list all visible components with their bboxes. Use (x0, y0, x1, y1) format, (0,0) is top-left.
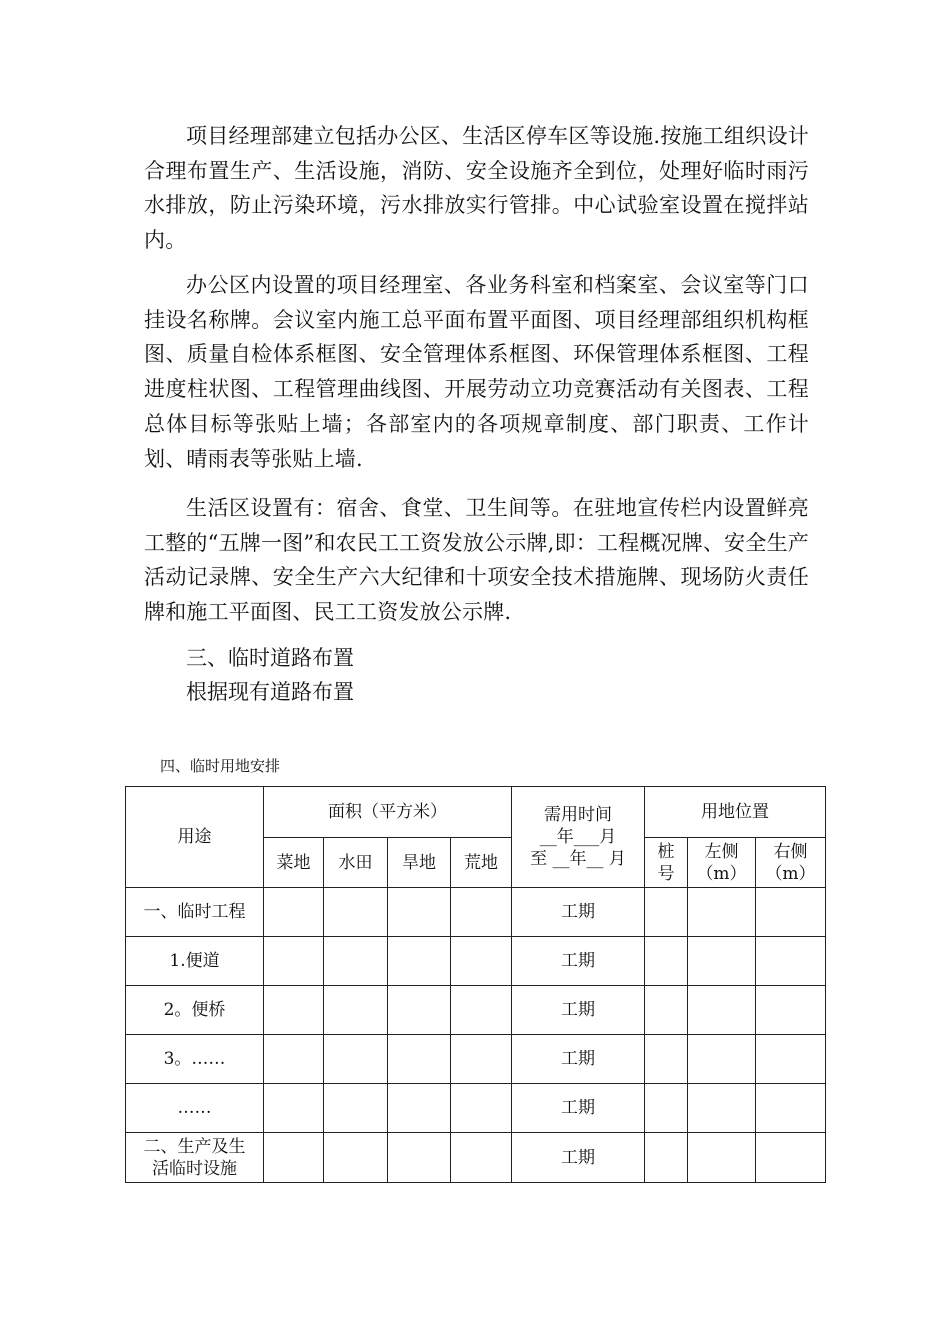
cell-empty (756, 1084, 826, 1133)
cell-empty (324, 937, 388, 986)
paragraph-office-facilities: 项目经理部建立包括办公区、生活区停车区等设施.按施工组织设计合理布置生产、生活设施，消防、安全设施齐全到位，处理好临时雨污水排放，防止污染环境，污水排放实行管排。中心试验室设置在搅拌站内。 (144, 124, 809, 253)
header-right-side (756, 838, 826, 888)
header-time-line1: 需用时间 (544, 805, 612, 825)
header-time-line3: 至 __年__ 月 (530, 849, 626, 869)
row-purpose: 3。…… (126, 1035, 264, 1084)
cell-empty (451, 1035, 512, 1084)
header-time (512, 787, 645, 888)
header-time-line2: __年___月 (539, 827, 617, 847)
temporary-land-table (125, 786, 826, 1183)
cell-empty (451, 986, 512, 1035)
cell-empty (324, 986, 388, 1035)
header-dry-land: 旱地 (388, 838, 451, 888)
table-row (126, 986, 826, 1035)
cell-empty (688, 1133, 756, 1183)
row-time: 工期 (512, 888, 645, 937)
header-right-line2: （m） (765, 863, 816, 884)
cell-empty (388, 937, 451, 986)
table-caption: 四、临时用地安排 (160, 757, 281, 775)
row-time: 工期 (512, 937, 645, 986)
cell-empty (264, 1035, 324, 1084)
header-waste-land: 荒地 (451, 838, 512, 888)
header-purpose: 用途 (126, 787, 264, 888)
header-location: 用地位置 (645, 787, 826, 838)
cell-empty (451, 888, 512, 937)
cell-empty (324, 1084, 388, 1133)
header-stake-line2: 号 (657, 863, 675, 884)
cell-empty (451, 1133, 512, 1183)
cell-empty (388, 1133, 451, 1183)
cell-empty (756, 1133, 826, 1183)
row-time: 工期 (512, 1133, 645, 1183)
cell-empty (688, 986, 756, 1035)
cell-empty (756, 888, 826, 937)
cell-empty (324, 1035, 388, 1084)
cell-empty (324, 888, 388, 937)
table-row (126, 1133, 826, 1183)
cell-empty (264, 1133, 324, 1183)
row-purpose: 2。便桥 (126, 986, 264, 1035)
row-time: 工期 (512, 986, 645, 1035)
header-vegetable-land: 菜地 (264, 838, 324, 888)
cell-empty (645, 1035, 688, 1084)
row-purpose-line1: 二、生产及生 (143, 1136, 246, 1157)
header-left-line1: 左侧 (704, 841, 739, 862)
paragraph-office-signage: 办公区内设置的项目经理室、各业务科室和档案室、会议室等门口挂设名称牌。会议室内施工总平面布置平面图、项目经理部组织机构框图、质量自检体系框图、安全管理体系框图、环保管理体系框图、工程进度柱状图、工程管理曲线图、开展劳动立功竞赛活动有关图表、工程总体目标等张贴上墙；各部室内的各项规章制度、部门职责、工作计划、晴雨表等张贴上墙. (144, 273, 809, 471)
cell-empty (688, 937, 756, 986)
paragraph-living-area: 生活区设置有：宿舍、食堂、卫生间等。在驻地宣传栏内设置鲜亮工整的“五牌一图”和农民工工资发放公示牌,即：工程概况牌、安全生产活动记录牌、安全生产六大纪律和十项安全技术措施牌、现场防火责任牌和施工平面图、民工工资发放公示牌. (144, 496, 809, 625)
cell-empty (645, 1133, 688, 1183)
row-time: 工期 (512, 1084, 645, 1133)
cell-empty (688, 888, 756, 937)
row-purpose-line2: 活临时设施 (152, 1158, 237, 1179)
cell-empty (388, 1084, 451, 1133)
cell-empty (451, 937, 512, 986)
cell-empty (756, 937, 826, 986)
cell-empty (688, 1084, 756, 1133)
cell-empty (645, 888, 688, 937)
cell-empty (688, 1035, 756, 1084)
cell-empty (388, 986, 451, 1035)
cell-empty (451, 1084, 512, 1133)
cell-empty (645, 937, 688, 986)
table-row (126, 1035, 826, 1084)
cell-empty (264, 1084, 324, 1133)
table-row (126, 1084, 826, 1133)
cell-empty (264, 986, 324, 1035)
cell-empty (645, 1084, 688, 1133)
cell-empty (388, 1035, 451, 1084)
cell-empty (756, 1035, 826, 1084)
table-row (126, 888, 826, 937)
row-purpose: 一、临时工程 (126, 888, 264, 937)
row-time: 工期 (512, 1035, 645, 1084)
table-row (126, 937, 826, 986)
cell-empty (264, 937, 324, 986)
header-left-side (688, 838, 756, 888)
header-stake-number (645, 838, 688, 888)
row-purpose: 1.便道 (126, 937, 264, 986)
header-left-line2: （m） (696, 863, 747, 884)
cell-empty (645, 986, 688, 1035)
cell-empty (264, 888, 324, 937)
cell-empty (324, 1133, 388, 1183)
row-purpose (126, 1133, 264, 1183)
header-paddy-field: 水田 (324, 838, 388, 888)
header-right-line1: 右侧 (773, 841, 808, 862)
section-heading-temporary-roads: 三、临时道路布置 (186, 646, 354, 670)
paragraph-temporary-roads: 根据现有道路布置 (186, 680, 354, 704)
cell-empty (756, 986, 826, 1035)
row-purpose: …… (126, 1084, 264, 1133)
header-area: 面积（平方米） (264, 787, 512, 838)
cell-empty (388, 888, 451, 937)
header-stake-line1: 桩 (657, 841, 675, 862)
